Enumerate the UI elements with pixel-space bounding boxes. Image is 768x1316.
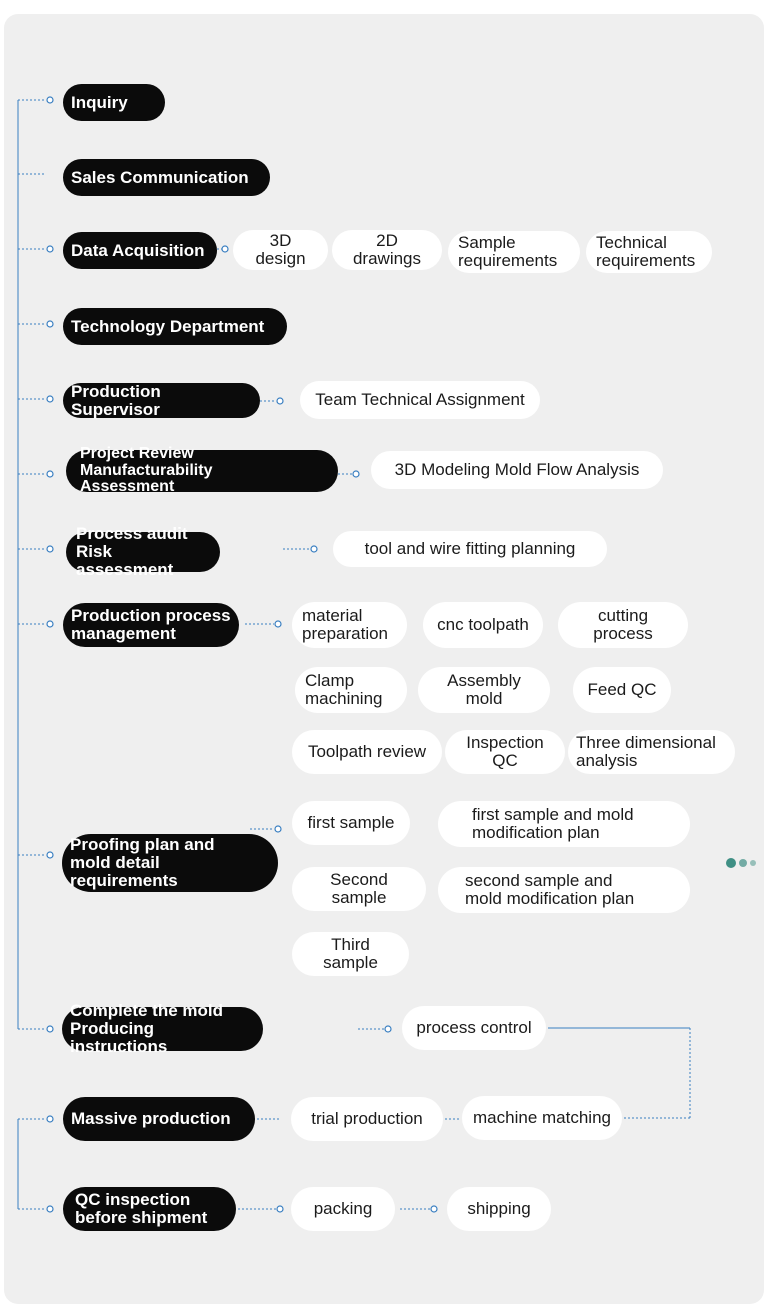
detail-sample-requirements: Sample requirements	[448, 231, 580, 273]
step-project-review: Project Review Manufacturability Assessment	[66, 450, 338, 492]
connector-dot	[47, 97, 53, 103]
connector-dot	[275, 826, 281, 832]
detail-2d-drawings: 2D drawings	[332, 230, 442, 270]
connector-dot	[277, 1206, 283, 1212]
pagination-dots[interactable]	[726, 857, 760, 869]
step-technology-department: Technology Department	[63, 308, 287, 345]
detail-packing: packing	[291, 1187, 395, 1231]
step-proofing-plan: Proofing plan and mold detail requirements	[62, 834, 278, 892]
step-data-acquisition: Data Acquisition	[63, 232, 217, 269]
detail-trial-production: trial production	[291, 1097, 443, 1141]
step-qc-inspection: QC inspection before shipment	[63, 1187, 236, 1231]
detail-feed-qc: Feed QC	[573, 667, 671, 713]
connector-dot	[47, 546, 53, 552]
detail-three-dimensional-analysis: Three dimensional analysis	[568, 730, 735, 774]
connector-dot	[47, 621, 53, 627]
step-inquiry: Inquiry	[63, 84, 165, 121]
detail-inspection-qc: Inspection QC	[445, 730, 565, 774]
step-complete-mold: Complete the mold Producing instructions	[62, 1007, 263, 1051]
step-process-audit: Process audit Risk assessment	[66, 532, 220, 572]
detail-machine-matching: machine matching	[462, 1096, 622, 1140]
connector-dot	[47, 471, 53, 477]
step-production-supervisor: Production Supervisor	[63, 383, 260, 418]
connector-dot	[431, 1206, 437, 1212]
detail-material-preparation: material preparation	[292, 602, 407, 648]
detail-shipping: shipping	[447, 1187, 551, 1231]
detail-third-sample: Third sample	[292, 932, 409, 976]
detail-clamp-machining: Clamp machining	[295, 667, 407, 713]
detail-first-sample: first sample	[292, 801, 410, 845]
detail-tool-wire-fitting: tool and wire fitting planning	[333, 531, 607, 567]
detail-3d-design: 3D design	[233, 230, 328, 270]
step-massive-production: Massive production	[63, 1097, 255, 1141]
detail-cnc-toolpath: cnc toolpath	[423, 602, 543, 648]
page-dot[interactable]	[750, 860, 756, 866]
step-sales-communication: Sales Communication	[63, 159, 270, 196]
connector-dot	[47, 246, 53, 252]
step-production-process-management: Production process management	[63, 603, 239, 647]
detail-process-control: process control	[402, 1006, 546, 1050]
page-dot-active[interactable]	[726, 858, 736, 868]
connector-dot	[47, 321, 53, 327]
connector-dot	[353, 471, 359, 477]
page-dot[interactable]	[739, 859, 747, 867]
connector-dot	[222, 246, 228, 252]
connector-dot	[385, 1026, 391, 1032]
connector-dot	[47, 1206, 53, 1212]
detail-cutting-process: cutting process	[558, 602, 688, 648]
detail-team-technical-assignment: Team Technical Assignment	[300, 381, 540, 419]
connector-dot	[47, 852, 53, 858]
detail-3d-modeling: 3D Modeling Mold Flow Analysis	[371, 451, 663, 489]
detail-toolpath-review: Toolpath review	[292, 730, 442, 774]
detail-second-sample: Second sample	[292, 867, 426, 911]
connector-dot	[47, 1026, 53, 1032]
detail-second-sample-plan: second sample and mold modification plan	[438, 867, 690, 913]
connector-dot	[47, 1116, 53, 1122]
detail-first-sample-plan: first sample and mold modification plan	[438, 801, 690, 847]
connector-dot	[277, 398, 283, 404]
detail-assembly-mold: Assembly mold	[418, 667, 550, 713]
detail-technical-requirements: Technical requirements	[586, 231, 712, 273]
connector-dot	[311, 546, 317, 552]
connector-dot	[275, 621, 281, 627]
connector-dot	[47, 396, 53, 402]
